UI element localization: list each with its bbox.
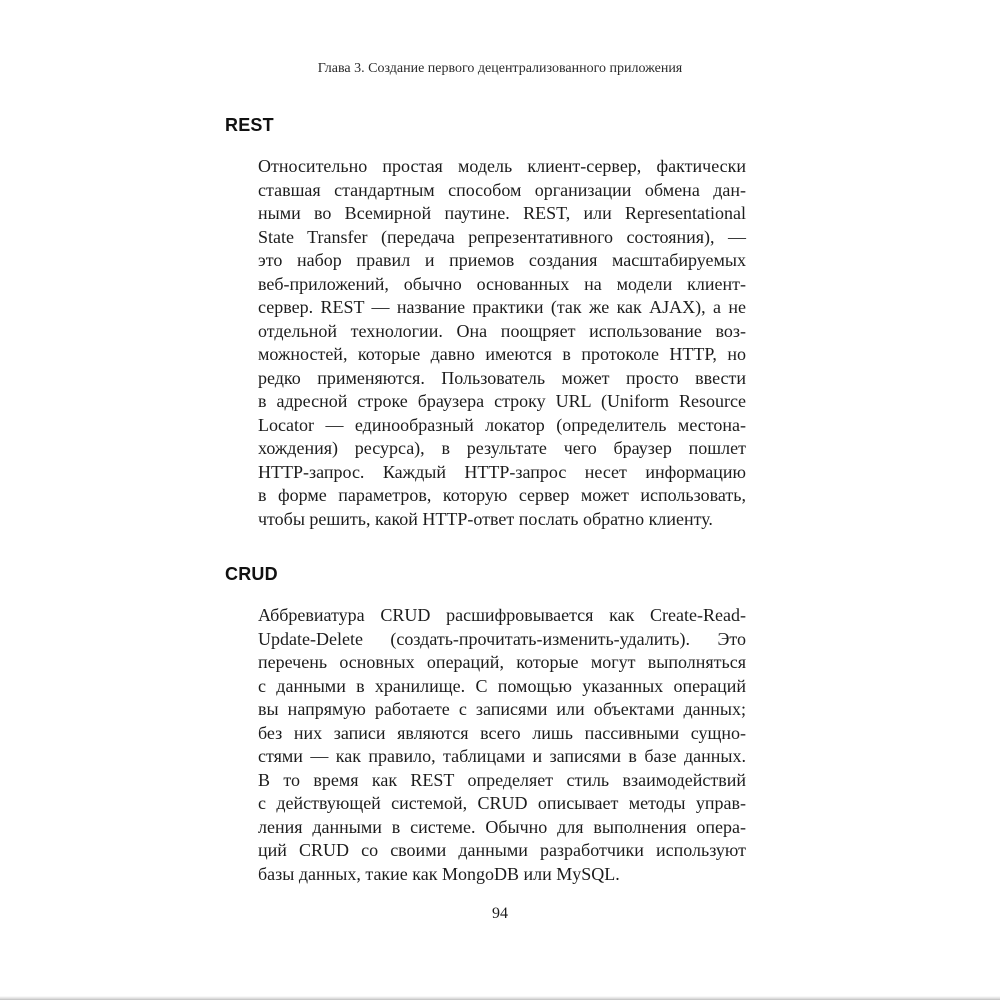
paragraph-line: с данными в хранилище. С помощью указанных операций [258, 675, 746, 696]
paragraph-line: хождения) ресурса), в результате чего браузер пошлет [258, 438, 746, 458]
paragraph-line: Относительно простая модель клиент-сервер, фактически [258, 156, 746, 176]
paragraph-line: в адресной строке браузера строку URL (Uniform Resource [258, 391, 746, 411]
paragraph-line: без них записи являются всего лишь пассивными сущно- [258, 722, 746, 743]
page-number: 94 [492, 905, 508, 922]
paragraph [258, 155, 746, 531]
paragraph-line: сервер. REST — название практики (так же как AJAX), а не [258, 297, 746, 317]
paragraph-line: Locator — единообразный локатор (определитель местона- [258, 414, 746, 435]
paragraph-line: базы данных, такие как MongoDB или MySQL. [258, 863, 620, 884]
paragraph-line: ления данными в системе. Обычно для выполнения опера- [258, 816, 746, 837]
section-heading-rest: REST [225, 115, 274, 135]
paragraph-line: веб-приложений, обычно основанных на модели клиент- [258, 273, 746, 294]
paragraph-line: вы напрямую работаете с записями или объектами данных; [258, 699, 746, 719]
paragraph-line: с действующей системой, CRUD описывает методы управ- [258, 793, 746, 813]
paragraph-line: ций CRUD со своими данными разработчики используют [258, 840, 746, 860]
paragraph-line: State Transfer (передача репрезентативного состояния), — [258, 226, 746, 247]
section-heading-crud: CRUD [225, 564, 278, 584]
paragraph-line: HTTP-запрос. Каждый HTTP-запрос несет информацию [258, 461, 746, 482]
paragraph-line: перечень основных операций, которые могут выполняться [258, 652, 746, 672]
paragraph-line: чтобы решить, какой HTTP-ответ послать обратно клиенту. [258, 508, 713, 529]
paragraph-line: отдельной технологии. Она поощряет использование воз- [258, 320, 746, 341]
paragraph-line: Аббревиатура CRUD расшифровывается как Create-Read- [258, 605, 746, 625]
paragraph-line: редко применяются. Пользователь может просто ввести [258, 367, 746, 388]
paragraph-line: Update-Delete (создать-прочитать-изменить-удалить). Это [258, 628, 746, 649]
paragraph-line: можностей, которые давно имеются в протоколе HTTP, но [258, 344, 746, 364]
paragraph-line: в форме параметров, которую сервер может использовать, [258, 485, 746, 505]
paragraph-line: В то время как REST определяет стиль взаимодействий [258, 769, 746, 790]
page-content [225, 114, 746, 886]
paragraph-line: ными во Всемирной паутине. REST, или Representational [258, 203, 746, 223]
paragraph-line: это набор правил и приемов создания масштабируемых [258, 250, 746, 270]
page-edge-shadow [0, 996, 1000, 1000]
paragraph [258, 604, 746, 886]
paragraph-line: ставшая стандартным способом организации обмена дан- [258, 179, 746, 200]
paragraph-line: стями — как правило, таблицами и записями в базе данных. [258, 746, 746, 766]
running-head: Глава 3. Создание первого децентрализованного приложения [317, 61, 683, 76]
